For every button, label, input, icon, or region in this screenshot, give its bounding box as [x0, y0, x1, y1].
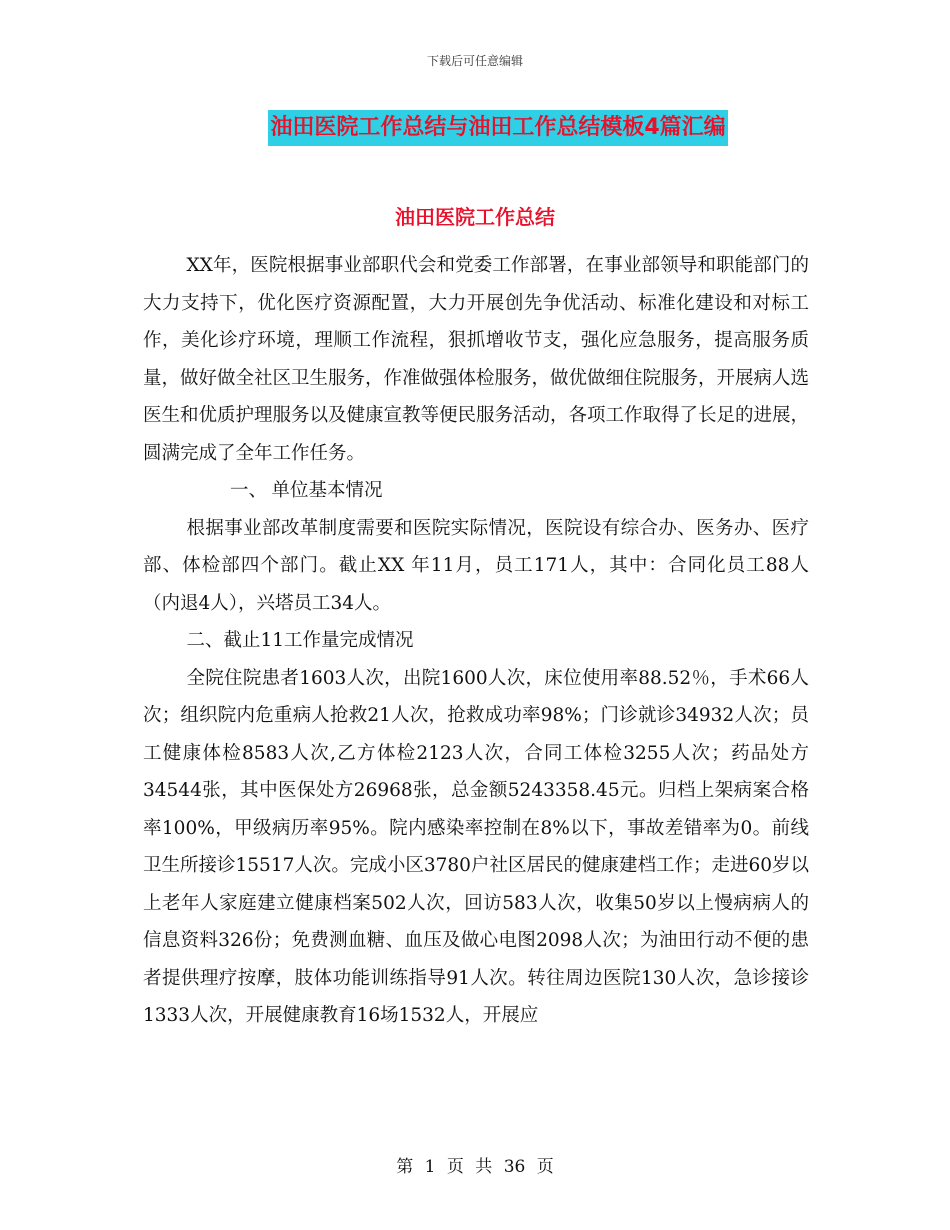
- heading-number: 一、: [229, 480, 267, 501]
- main-title-container: [0, 110, 950, 146]
- heading-basic-info: [143, 472, 809, 510]
- page-footer: 第 1 页 共 36 页: [396, 1157, 554, 1177]
- paragraph-workload: 全院住院患者1603人次，出院1600人次，床位使用率88.52％，手术66人次；组织院内危重病人抢救21人次，抢救成功率98%；门诊就诊34932人次；员工健康体检8583人次,乙方体检2123人次，合同工体检3255人次；药品处方34544张，其中医保处方26968张，总金额5243358.45元。归档上架病案合格率100%，甲级病历率95%。院内感染率控制在8%以下，事故差错率为0。前线卫生所接诊15517人次。完成小区3780户社区居民的健康建档工作；走进60岁以上老年人家庭建立健康档案502人次，回访583人次，收集50岁以上慢病病人的信息资料326份；免费测血糖、血压及做心电图2098人次；为油田行动不便的患者提供理疗按摩，肢体功能训练指导91人次。转往周边医院130人次，急诊接诊1333人次，开展健康教育16场1532人，开展应: [143, 667, 809, 1026]
- heading-text: 单位基本情况: [271, 480, 383, 501]
- main-title: 油田医院工作总结与油田工作总结模板4篇汇编: [268, 110, 727, 146]
- heading-workload: 二、截止11工作量完成情况: [186, 630, 414, 651]
- header-note: 下载后可任意编辑: [426, 54, 523, 68]
- document-body: [143, 247, 809, 1035]
- section-title: 油田医院工作总结: [395, 205, 555, 229]
- paragraph-intro: XX年，医院根据事业部职代会和党委工作部署，在事业部领导和职能部门的大力支持下，优化医疗资源配置，大力开展创先争优活动、标准化建设和对标工作，美化诊疗环境，理顺工作流程，狠抓增收节支，强化应急服务，提高服务质量，做好做全社区卫生服务，作准做强体检服务，做优做细住院服务，开展病人选医生和优质护理服务以及健康宣教等便民服务活动，各项工作取得了长足的进展，圆满完成了全年工作任务。: [143, 255, 810, 464]
- paragraph-departments: 根据事业部改革制度需要和医院实际情况，医院设有综合办、医务办、医疗部、体检部四个部门。截止XX 年11月，员工171人，其中：合同化员工88人（内退4人），兴塔员工34人。: [143, 517, 809, 614]
